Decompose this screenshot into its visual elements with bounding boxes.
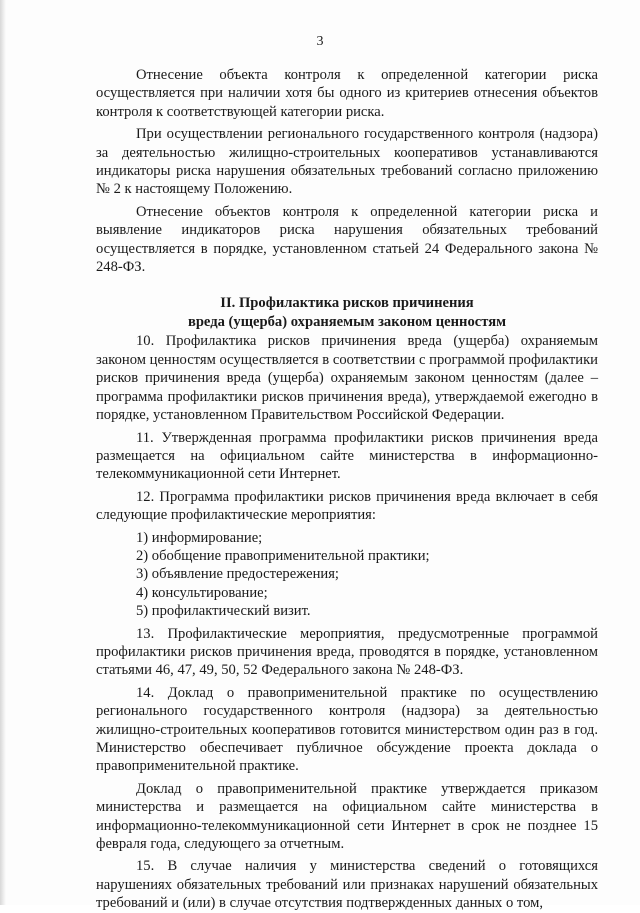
list-item: 5) профилактический визит. — [136, 603, 311, 620]
page-number: 3 — [316, 34, 324, 49]
paragraph-13: 13. Профилактические мероприятия, предусмотренные программой профилактики рисков причинения вреда, проводятся в порядке, установленном статьями 46, 47, 49, 50, 52 Федерального закона № 248-ФЗ. — [96, 625, 598, 679]
paragraph-11: 11. Утвержденная программа профилактики рисков причинения вреда размещается на официальном сайте министерства в информационно-телекоммуникационной сети Интернет. — [96, 429, 598, 483]
document-body — [96, 66, 598, 913]
paragraph-category-criteria: Отнесение объекта контроля к определенной категории риска осуществляется при наличии хотя бы одного из критериев отнесения объектов контроля к соответствующей категории риска. — [96, 67, 598, 120]
list-item: 4) консультирование; — [136, 584, 268, 601]
paragraph-risk-indicators: При осуществлении регионального государственного контроля (надзора) за деятельностью жилищно-строительных кооперативов устанавливаются индикаторы риска нарушения обязательных требований согласно приложению № 2 к настоящему Положению. — [96, 126, 598, 198]
paragraph-14-report: Доклад о правоприменительной практике утверждается приказом министерства и размещается на официальном сайте министерства в информационно-телекоммуникационной сети Интернет в срок не позднее 15 февраля года, следующего за отчетным. — [96, 780, 598, 853]
section-heading-line-1: II. Профилактика рисков причинения — [220, 295, 474, 312]
paragraph-10: 10. Профилактика рисков причинения вреда (ущерба) охраняемым законом ценностям осуществляется в соответствии с программой профилактики рисков причинения вреда (ущерба) охраняемым законом ценностям (далее – программа профилактики рисков причинения вреда), утверждаемой ежегодно в порядке, установленном Правительством Российской Федерации. — [96, 333, 598, 424]
paragraph-14: 14. Доклад о правоприменительной практике по осуществлению регионального государственного контроля (надзора) за деятельностью жилищно-строительных кооперативов готовится министерством один раз в год. Министерство обеспечивает публичное обсуждение проекта доклада о правоприменительной практике. — [96, 684, 598, 775]
section-heading-line-2: вреда (ущерба) охраняемым законом ценностям — [187, 314, 507, 331]
list-item: 1) информирование; — [136, 529, 263, 546]
section-heading — [96, 294, 598, 332]
list-item: 2) обобщение правоприменительной практики; — [136, 547, 430, 564]
page-edge-shadow — [0, 0, 6, 905]
paragraph-15: 15. В случае наличия у министерства сведений о готовящихся нарушениях обязательных требований или признаках нарушений обязательных требований и (или) в случае отсутствия подтвержденных данных о том, — [96, 858, 598, 912]
paragraph-12: 12. Программа профилактики рисков причинения вреда включает в себя следующие профилактические мероприятия: — [96, 488, 598, 524]
paragraph-risk-procedure: Отнесение объектов контроля к определенной категории риска и выявление индикаторов риска нарушения обязательных требований осуществляется в порядке, установленном статьей 24 Федерального закона № 248-ФЗ. — [96, 203, 598, 276]
list-item: 3) объявление предостережения; — [136, 566, 339, 583]
